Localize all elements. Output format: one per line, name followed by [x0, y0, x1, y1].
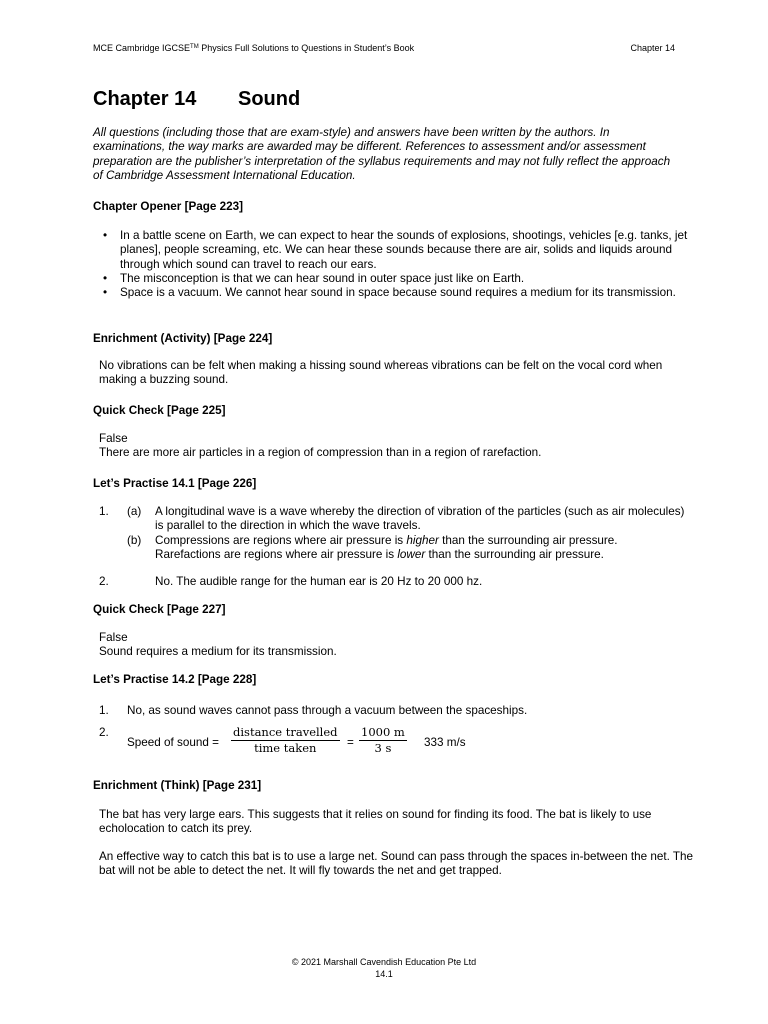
disclaimer-text: All questions (including those that are exam-style) and answers have been written by the authors. In examinations, the way marks are awarded may be different. References to assessment and/or assessment preparation are the publisher’s interpretation of the syllabus requirements and may not fully reflect the approach of Cambridge Assessment International Education. [93, 126, 671, 182]
fraction-distance-over-time [231, 725, 340, 756]
fraction-denominator: time taken [254, 741, 317, 755]
question-1b-line-rarefactions [155, 548, 695, 562]
equation-result: 333 m/s [424, 736, 466, 749]
question-2-block [0, 575, 768, 590]
fraction-denominator: 3 s [374, 741, 392, 755]
quick-check-225-explanation: There are more air particles in a region of compression than in a region of rarefaction. [99, 446, 542, 459]
section-heading-chapter-opener: Chapter Opener [Page 223] [93, 200, 244, 213]
enrichment-activity-answer: No vibrations can be felt when making a hissing sound whereas vibrations can be felt on the vocal cord when making a buzzing sound. [99, 359, 663, 387]
emphasis-text: higher [406, 533, 439, 547]
bullet-icon: • [103, 229, 108, 242]
section-heading-quick-check-227: Quick Check [Page 227] [93, 603, 226, 616]
list-item-text: The misconception is that we can hear sound in outer space just like on Earth. [120, 271, 525, 285]
sub-question-label: (b) [127, 533, 142, 547]
question-2-answer: No. The audible range for the human ear is 20 Hz to 20 000 hz. [155, 575, 483, 588]
page-footer [0, 957, 768, 980]
trademark-superscript: TM [190, 44, 199, 50]
chapter-number: Chapter 14 [93, 88, 197, 110]
question-1b-line-compressions [155, 534, 695, 548]
question-1-block [0, 505, 768, 565]
header-title-suffix: Physics Full Solutions to Questions in Student’s Book [198, 43, 415, 53]
chapter-topic: Sound [238, 88, 301, 110]
question-1b-answer [155, 534, 695, 563]
question-1-block [0, 704, 768, 719]
question-1a-answer: A longitudinal wave is a wave whereby the direction of vibration of the particles (such as air molecules) is parallel to the direction in which the wave travels. [155, 505, 685, 533]
list-item-text: Space is a vacuum. We cannot hear sound in space because sound requires a medium for its transmission. [120, 286, 676, 300]
quick-check-227-explanation: Sound requires a medium for its transmission. [99, 645, 337, 658]
question-2-number-row [0, 726, 110, 741]
enrichment-think-paragraph-1: The bat has very large ears. This suggests that it relies on sound for finding its food. The bat is likely to use echolocation to catch its prey. [99, 808, 652, 836]
section-heading-enrichment-think: Enrichment (Think) [Page 231] [93, 779, 262, 792]
bullet-icon: • [103, 271, 108, 285]
copyright-notice: © 2021 Marshall Cavendish Education Pte Ltd [291, 957, 477, 967]
text-run: Compressions are regions where air pressure is [155, 533, 407, 547]
page-number: 14.1 [375, 968, 393, 979]
question-1-answer: No, as sound waves cannot pass through a vacuum between the spaceships. [127, 704, 528, 717]
enrichment-think-paragraph-2: An effective way to catch this bat is to use a large net. Sound can pass through the spaces in-between the net. The bat will not be able to detect the net. It will fly towards the net and get trapped. [99, 850, 694, 878]
running-header-chapter: Chapter 14 [630, 43, 675, 53]
equals-sign: = [347, 736, 354, 749]
text-run: Rarefactions are regions where air pressure is [155, 547, 398, 561]
list-item [99, 286, 696, 300]
list-item [99, 272, 696, 286]
question-number: 2. [99, 726, 109, 739]
bullet-icon: • [103, 286, 108, 300]
quick-check-227-answer: False [99, 631, 128, 644]
section-heading-enrichment-activity: Enrichment (Activity) [Page 224] [93, 332, 273, 345]
chapter-opener-bullet-list [99, 229, 696, 300]
question-number: 1. [99, 505, 109, 518]
running-header-title [93, 42, 414, 54]
header-title-prefix: MCE Cambridge IGCSE [93, 43, 191, 53]
question-number: 1. [99, 704, 109, 717]
fraction-numerator: 1000 m [361, 725, 405, 739]
sub-question-label: (a) [127, 505, 142, 518]
text-run: than the surrounding air pressure. [425, 547, 604, 561]
emphasis-text: lower [397, 547, 426, 561]
text-run: than the surrounding air pressure. [438, 533, 618, 547]
page-title [93, 86, 300, 112]
list-item-text: In a battle scene on Earth, we can expect to hear the sounds of explosions, shootings, vehicles [e.g. tanks, jet planes], people screaming, etc. We can hear these sounds because there are air, solids and liquids around through which sound can travel to reach our ears. [120, 229, 688, 271]
list-item [99, 229, 696, 272]
quick-check-225-answer: False [99, 432, 128, 445]
question-number: 2. [99, 575, 109, 588]
fraction-numerator: distance travelled [233, 725, 338, 739]
section-heading-quick-check-225: Quick Check [Page 225] [93, 404, 226, 417]
section-heading-lets-practise-14-1: Let’s Practise 14.1 [Page 226] [93, 477, 257, 490]
equation-label: Speed of sound = [127, 736, 219, 749]
section-heading-lets-practise-14-2: Let’s Practise 14.2 [Page 228] [93, 673, 257, 686]
fraction-values [359, 725, 407, 756]
